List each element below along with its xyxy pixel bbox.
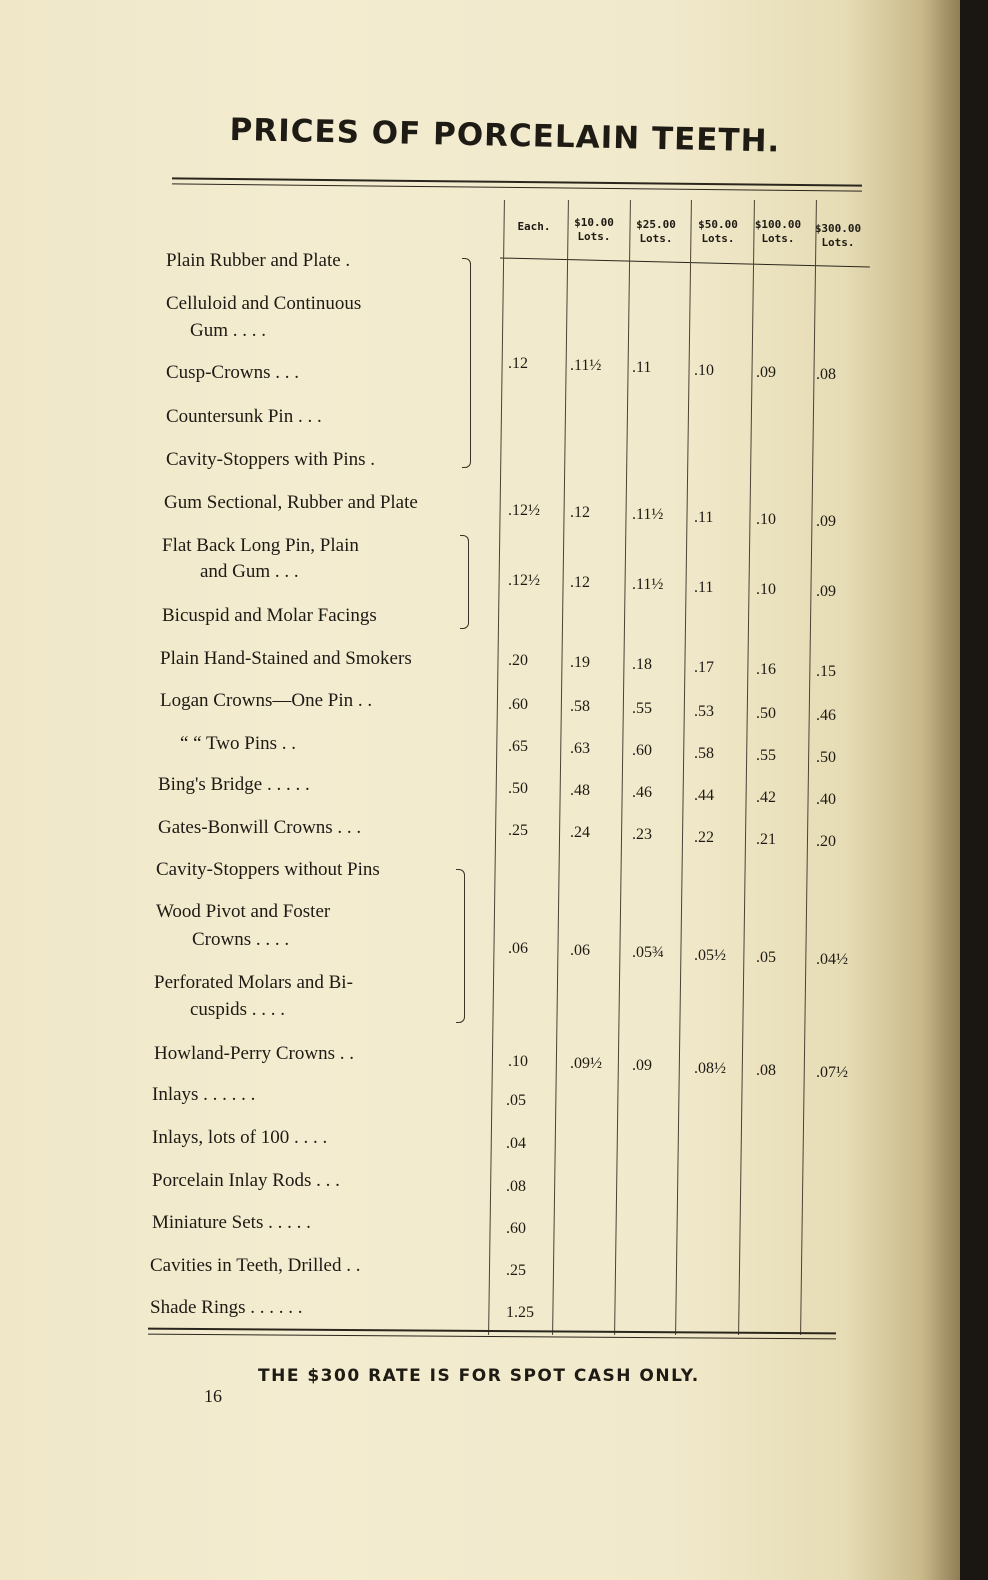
price-cell: .11 bbox=[694, 508, 714, 526]
price-cell: .06 bbox=[570, 942, 590, 960]
price-cell: .05 bbox=[756, 948, 776, 966]
price-cell: .16 bbox=[756, 660, 776, 678]
price-cell: .10 bbox=[508, 1053, 528, 1070]
column-header: $50.00 Lots. bbox=[698, 218, 738, 245]
item-label: Countersunk Pin . . . bbox=[166, 406, 322, 427]
item-label: Cavities in Teeth, Drilled . . bbox=[150, 1255, 361, 1276]
price-cell: .09 bbox=[816, 583, 836, 600]
price-cell: .60 bbox=[506, 1220, 526, 1237]
price-cell: 1.25 bbox=[506, 1304, 534, 1321]
price-cell: .50 bbox=[508, 780, 528, 797]
price-cell: .08 bbox=[506, 1178, 526, 1195]
column-header: Each. bbox=[517, 220, 551, 233]
footer-note: THE $300 RATE IS FOR SPOT CASH ONLY. bbox=[258, 1366, 700, 1386]
price-cell: .11 bbox=[632, 359, 652, 377]
column-header: $300.00 Lots. bbox=[814, 222, 862, 249]
price-cell: .05¾ bbox=[632, 944, 664, 962]
price-cell: .09½ bbox=[570, 1055, 602, 1073]
price-cell: .06 bbox=[508, 940, 528, 957]
price-cell: .24 bbox=[570, 824, 590, 842]
price-cell: .63 bbox=[570, 740, 590, 758]
item-label: Crowns . . . . bbox=[192, 929, 290, 950]
price-cell: .42 bbox=[756, 788, 776, 806]
item-label: Plain Hand-Stained and Smokers bbox=[160, 648, 412, 669]
price-cell: .11½ bbox=[632, 506, 664, 524]
column-header: $25.00 Lots. bbox=[636, 218, 676, 245]
price-cell: .10 bbox=[694, 361, 714, 379]
price-cell: .08 bbox=[816, 366, 836, 383]
item-label: Celluloid and Continuous bbox=[166, 293, 362, 314]
price-cell: .09 bbox=[632, 1057, 652, 1075]
price-cell: .60 bbox=[632, 742, 652, 760]
price-cell: .50 bbox=[816, 749, 836, 766]
price-cell: .55 bbox=[756, 746, 776, 764]
item-label: Howland-Perry Crowns . . bbox=[154, 1043, 355, 1064]
price-cell: .44 bbox=[694, 786, 714, 804]
price-cell: .09 bbox=[816, 513, 836, 530]
item-label: “ “ Two Pins . . bbox=[180, 733, 297, 754]
price-cell: .55 bbox=[632, 700, 652, 718]
price-cell: .50 bbox=[756, 704, 776, 722]
item-label: Cusp-Crowns . . . bbox=[166, 362, 300, 383]
item-label: Gum . . . . bbox=[190, 320, 266, 341]
price-cell: .11 bbox=[694, 578, 714, 596]
price-cell: .18 bbox=[632, 656, 652, 674]
price-cell: .48 bbox=[570, 782, 590, 800]
price-cell: .65 bbox=[508, 738, 528, 755]
price-cell: .11½ bbox=[632, 576, 664, 594]
item-label: cuspids . . . . bbox=[190, 999, 285, 1020]
price-cell: .22 bbox=[694, 828, 714, 846]
item-label: Logan Crowns—One Pin . . bbox=[160, 690, 373, 711]
price-cell: .11½ bbox=[570, 357, 602, 375]
price-cell: .08½ bbox=[694, 1059, 726, 1077]
price-cell: .12 bbox=[570, 574, 590, 592]
price-cell: .60 bbox=[508, 696, 528, 713]
price-cell: .05 bbox=[506, 1092, 526, 1109]
item-label: Inlays, lots of 100 . . . . bbox=[152, 1127, 328, 1148]
price-cell: .19 bbox=[570, 654, 590, 672]
column-divider bbox=[552, 200, 569, 1335]
item-label: Inlays . . . . . . bbox=[152, 1084, 256, 1105]
price-cell: .04½ bbox=[816, 951, 848, 968]
page-number: 16 bbox=[204, 1386, 222, 1406]
price-cell: .10 bbox=[756, 510, 776, 528]
price-cell: .46 bbox=[816, 707, 836, 724]
price-cell: .21 bbox=[756, 830, 776, 848]
price-cell: .05½ bbox=[694, 946, 726, 964]
price-cell: .04 bbox=[506, 1135, 526, 1152]
group-brace bbox=[456, 869, 465, 1023]
item-label: Gates-Bonwill Crowns . . . bbox=[158, 817, 362, 838]
price-cell: .58 bbox=[694, 744, 714, 762]
price-cell: .20 bbox=[816, 833, 836, 850]
column-divider bbox=[800, 200, 817, 1335]
item-label: Cavity-Stoppers with Pins . bbox=[166, 449, 376, 470]
page-title: PRICES OF PORCELAIN TEETH. bbox=[229, 112, 781, 160]
item-label: Flat Back Long Pin, Plain bbox=[162, 535, 359, 556]
column-header: $100.00 Lots. bbox=[754, 218, 802, 245]
price-cell: .07½ bbox=[816, 1064, 848, 1081]
price-cell: .12½ bbox=[508, 572, 540, 589]
item-label: Miniature Sets . . . . . bbox=[152, 1212, 311, 1233]
price-cell: .46 bbox=[632, 784, 652, 802]
column-divider bbox=[614, 200, 631, 1335]
price-cell: .12 bbox=[570, 504, 590, 522]
group-brace bbox=[460, 535, 469, 629]
price-cell: .09 bbox=[756, 363, 776, 381]
item-label: Gum Sectional, Rubber and Plate bbox=[164, 492, 418, 513]
price-cell: .12½ bbox=[508, 502, 540, 519]
price-cell: .10 bbox=[756, 580, 776, 598]
item-label: Bing's Bridge . . . . . bbox=[158, 774, 310, 795]
price-cell: .40 bbox=[816, 791, 836, 808]
item-label: Bicuspid and Molar Facings bbox=[162, 605, 377, 626]
price-cell: .20 bbox=[508, 652, 528, 669]
price-cell: .08 bbox=[756, 1061, 776, 1079]
column-divider bbox=[738, 200, 755, 1335]
item-label: Perforated Molars and Bi- bbox=[154, 972, 353, 993]
price-cell: .25 bbox=[506, 1262, 526, 1279]
item-label: Porcelain Inlay Rods . . . bbox=[152, 1170, 340, 1191]
price-cell: .58 bbox=[570, 698, 590, 716]
item-label: and Gum . . . bbox=[200, 561, 299, 582]
item-label: Wood Pivot and Foster bbox=[156, 901, 331, 922]
price-cell: .12 bbox=[508, 355, 528, 372]
column-divider bbox=[675, 200, 692, 1335]
price-cell: .25 bbox=[508, 822, 528, 839]
price-cell: .17 bbox=[694, 658, 714, 676]
price-cell: .53 bbox=[694, 702, 714, 720]
column-divider bbox=[488, 200, 505, 1335]
bottom-rule-thin bbox=[148, 1334, 836, 1340]
column-header: $10.00 Lots. bbox=[574, 216, 614, 243]
item-label: Plain Rubber and Plate . bbox=[166, 250, 351, 271]
group-brace bbox=[462, 258, 471, 468]
item-label: Cavity-Stoppers without Pins bbox=[156, 859, 380, 880]
price-cell: .15 bbox=[816, 663, 836, 680]
price-cell: .23 bbox=[632, 826, 652, 844]
item-label: Shade Rings . . . . . . bbox=[150, 1297, 303, 1318]
